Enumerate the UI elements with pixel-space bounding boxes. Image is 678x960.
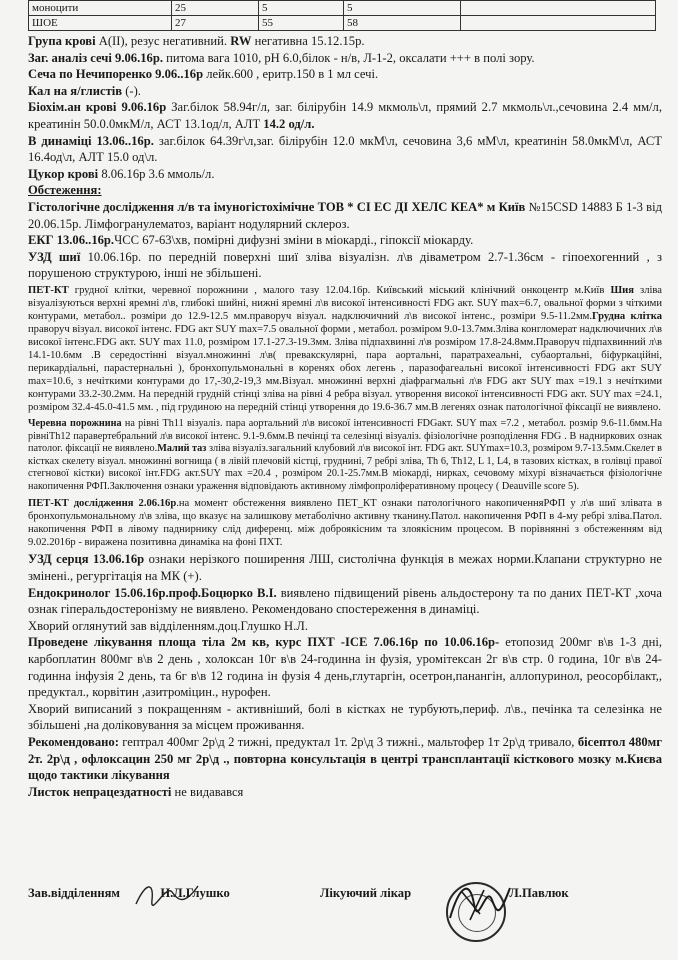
table-row [29,1,656,16]
blood-group: Група крові А(ІІ), резус негативний. RW негативна 15.12.15р. [28,34,365,48]
exams-heading: Обстеження: [28,183,102,198]
lab-value: 55 [259,16,344,31]
pet-ct-first: ПЕТ-КТ грудної клітки, черевної порожнини , малого тазу 12.04.16р. Київський міський клінічний онкоцентр м.Київ Шия зліва візуалізуються верхні яремні л\в, глибокі шийні, нижні яремні л\в високої інтенсивності FDG акт. SUY max=6.7, овальної форми з чіткими контурами, метабол.. розміри до 12.9-12.5 мм.праворуч візуал. надключичний л\в високої інтенс., розміри 9.5-11.2мм.Грудна клітка праворуч візуал. високої інтенс. FDG акт SUY max=7.5 овальної форми , метабол. розміром 9.0-13.7мм.Зліва конгломерат надключичних л\в високої інтенс.FDG акт. SUY max 11.0, розміром 17.1-27.3-19.3мм. Зліва підпахвинні л\в розміром 17.8-24.8мм.Праворуч підпахвинний л\в 14.1-10.6мм .В середостінні візуал.множинні л\в( превакскулярні, пара аортальні, паратрахеальні, субаортальні, біфуркаційні, перикардіальні, парастернальні ), бронхопульмональні в коренях обох легень , паразофагеальні високої інтенсивності FDG акт SUY max=10.6, з нечіткими контурами до 17,-30,2-19,3 мм.Візуал. множинні верхні діафрагмальні л\в FDG акт SUY max =19.1 з нечіткими контурами 33.2-30.2мм. На передній грудній стінці зліва на рівні 4 ребра візуал. утворення високої інтенсивності FDG акт. SUY max =24.1, розміром 32.4-45.0-41.5 мм. , під грудиною на передній стінці утворення до 19.6-36.7 мм.В легенях ознак патологічної фіксації не виявлено. [28,284,662,413]
endocrinologist: Ендокринолог 15.06.16р.проф.Боцюрко В.І. виявлено підвищений рівень альдостерону та по даних ПЕТ-КТ ,хоча ознак гіперальдостеронізму не виявлено. Рекомендовано спостереження в динаміці. [28,585,662,617]
lab-value: 58 [344,16,461,31]
head-signature-scribble-icon [132,878,202,912]
examined-by: Хворий оглянутий зав відділенням.доц.Глушко Н.Л. [28,618,308,633]
sick-leave: Листок непрацездатності не видавався [28,784,244,799]
nechiporenko-test: Сеча по Нечипоренко 9.06..16р лейк.600 , еритр.150 в 1 мл сечі. [28,67,379,82]
lab-results-table [28,0,656,31]
signatures [28,882,658,922]
lab-value: 5 [259,1,344,16]
lab-name: ШОЕ [29,16,172,31]
pet-ct-second: ПЕТ-КТ дослідження 2.06.16р.на момент обстеження виявлено ПЕТ_КТ ознаки патологічного накопиченняРФП у л\в шиї злівата в бронхопульмональному л\в зліва, що вказує на залишкову метаболічно активну тканину.Патол. накопичення РФП в 4-му ребрі зліва.Патол. накопичення РФП в лівому паднирнику слід диференц. між доброякісним та злоякісним процесом. В порівнянні з обстеженням від 9.02.2016р - виражена позитивна динаміка на фоні ПХТ. [28,498,662,549]
lab-value [461,16,656,31]
lab-value: 27 [172,16,259,31]
neck-ultrasound: УЗД шиї 10.06.16р. по передній поверхні шиї зліва візуалізн. л\в діваметром 2.7-1.36см - гіпоехогенний , з порушеною структурою, інші не збільшені. [28,249,662,281]
urine-analysis: Заг. аналіз сечі 9.06.16р. питома вага 1010, рН 6.0,білок - н/в, Л-1-2, оксалати +++ в полі зору. [28,50,535,65]
table-row [29,16,656,31]
biochemistry-dynamics: В динаміці 13.06..16р. заг.білок 64.39г\л,заг. білірубін 12.0 мкМ\л, сечовина 3,6 мМ\л, креатинін 58.0мкМ\л, АСТ 16.4од\л, АЛТ 15.0 од\л. [28,133,662,165]
ecg: ЕКГ 13.06..16р.ЧСС 67-63\хв, помірні дифузні зміни в міокарді., гіпоксії міокарду. [28,233,474,248]
lab-value: 5 [344,1,461,16]
pet-ct-abdomen: Черевна порожнина на рівні Th11 візуаліз. пара аортальний л\в високої інтенсивності FDGакт. SUY max =7.2 , метабол. розмір 9.6-11.6мм.На рівніTh12 паравертебральний л\в високої інтенс. 9.1-9.6мм.В печінці та селезінці візуаліз. фізіологічне розподілення FDG . В надниркових ознак патолог. фіксації не виявлено.Малий таз зліва візуаліз.загальний клубовий л\в високої інт. FDG акт. SUYmax=10.3, розміром 9.7-13.5мм.Скелет в кістках скелету візуал. множинні вогнища ( в лівій плечовій кістці, груднині, 7 ребрі зліва, Th 6, Th12, L 1, L4, в тазових кістках, в голівці правої стегнової кістки) високої інт.FDG акт.SUY max =20.4 , розміром 20.1-25.7мм.В міокарді, нирках, сечовому міхурі візначається фізіологічне накопичення РФП.Заключення ознаки ураження відповідають активному лімфопроліферативному процесу ( Deauville score 5). [28,417,662,492]
doctor-signature-scribble-icon [440,874,520,934]
lab-value [461,1,656,16]
biochemistry: Біохім.ан крові 9.06.16р Заг.білок 58.94г/л, заг. білірубін 14.9 мкмоль\л, прямий 2.7 мкмоль\л.,сечовина 2.4 мм/л, креатинін 50.0.0мкМ/л, АСТ 13.1од/л, АЛТ 14.2 од/л. [28,100,662,131]
blood-sugar: Цукор крові 8.06.16р 3.6 ммоль/л. [28,166,215,181]
head-signature: Зав.відділенням Н.Л.Глушко [28,886,230,900]
discharge-status: Хворий виписаний з покращенням - активніший, болі в кістках не турбують,периф. л\в., печінка та селезінка не збільшені ,на доліковування за місцем проживання. [28,701,662,733]
heart-ultrasound: УЗД серця 13.06.16р ознаки нерізкого поширення ЛШ, систолічна функція в межах норми.Клапани структурно не змінені., регургітація на МК (+). [28,552,662,584]
treatment: Проведене лікування площа тіла 2м кв, курс ПХТ -ICE 7.06.16р по 10.06.16р- етопозид 200мг в\в 1-3 дні, карбоплатин 800мг в\в 2 день , холоксан 10г в\в 24-годинна ін фузія, уромітексан 2г в\в стр. 0 година, 10г в\в 24-годинна інфузія 2 день, та 6г в\в 12 година ін фузія 4 день,глутаргін, осетрон,панангін, аллопуринол, реосорбілакт,, предуктал., корвітин ,азитроміцин., нурофен. [28,635,663,700]
recommendations: Рекомендовано: гептрал 400мг 2р\д 2 тижні, предуктал 1т. 2р\д 3 тижні., мальтофер 1т 2р\д тривало, бісептол 480мг 2т. 2р\д , офлоксацин 250 мг 2р\д ., повторна консультація в центрі трансплантації кісткового мозку м.Києва щодо тактики лікування [28,735,662,783]
histology: Гістологічне дослідження л/в та імуногістохімічне ТОВ * СІ ЕС ДІ ХЕЛС КЕА* м Київ №15CSD 14883 Б 1-3 від 20.06.15р. Лімфогранулематоз, варіант нодулярний склероз. [28,199,662,231]
stool-test: Кал на я/глистів (-). [28,83,141,98]
lab-value: 25 [172,1,259,16]
lab-name: моноцити [29,1,172,16]
doctor-signature: Лікуючий лікар Л.Павлюк [320,886,569,900]
